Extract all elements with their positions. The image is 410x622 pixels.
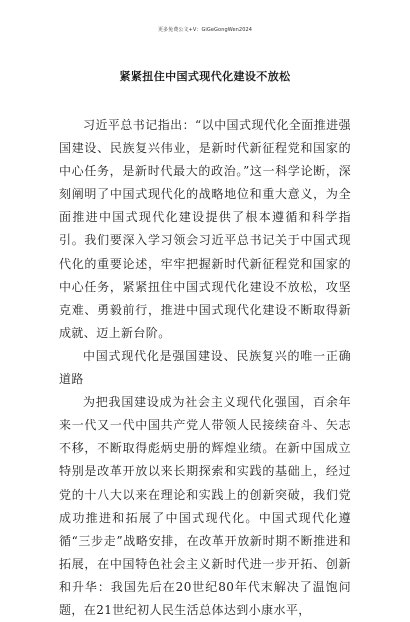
paragraph-intro: 习近平总书记指出：“以中国式现代化全面推进强国建设、民族复兴伟业，是新时代新征程党和国家的中心任务，是新时代最大的政治。”这一科学论断，深刻阐明了中国式现代化的战略地位和重大意义，为全面推进中国式现代化建设提供了根本遵循和科学指引。我们要深入学习领会习近平总书记关于中国式现代化的重要论述，牢牢把握新时代新征程党和国家的中心任务，紧紧扭住中国式现代化建设不放松，攻坚克难、勇毅前行，推进中国式现代化建设不断取得新成就、迈上新台阶。	[59, 118, 351, 340]
document-title: 紧紧扭住中国式现代化建设不放松	[119, 70, 291, 83]
header-note: 更多免费公文+V：GiGeGongWen2024	[157, 27, 253, 33]
section-heading: 中国式现代化是强国建设、民族复兴的唯一正确道路	[59, 348, 351, 387]
document-body	[59, 114, 351, 622]
paragraph-history: 为把我国建设成为社会主义现代化强国，百余年来一代又一代中国共产党人带领人民接续奋斗、矢志不移，不断取得彪炳史册的辉煌业绩。在新中国成立特别是改革开放以来长期探索和实践的基础上，经过党的十八大以来在理论和实践上的创新突破，我们党成功推进和拓展了中国式现代化。中国式现代化遵循“三步走”战略安排，在改革开放新时期不断推进和拓展，在中国特色社会主义新时代进一步开拓、创新和升华：我国先后在20世纪80年代末解决了温饱问题，在21世纪初人民生活总体达到小康水平，	[59, 395, 351, 617]
